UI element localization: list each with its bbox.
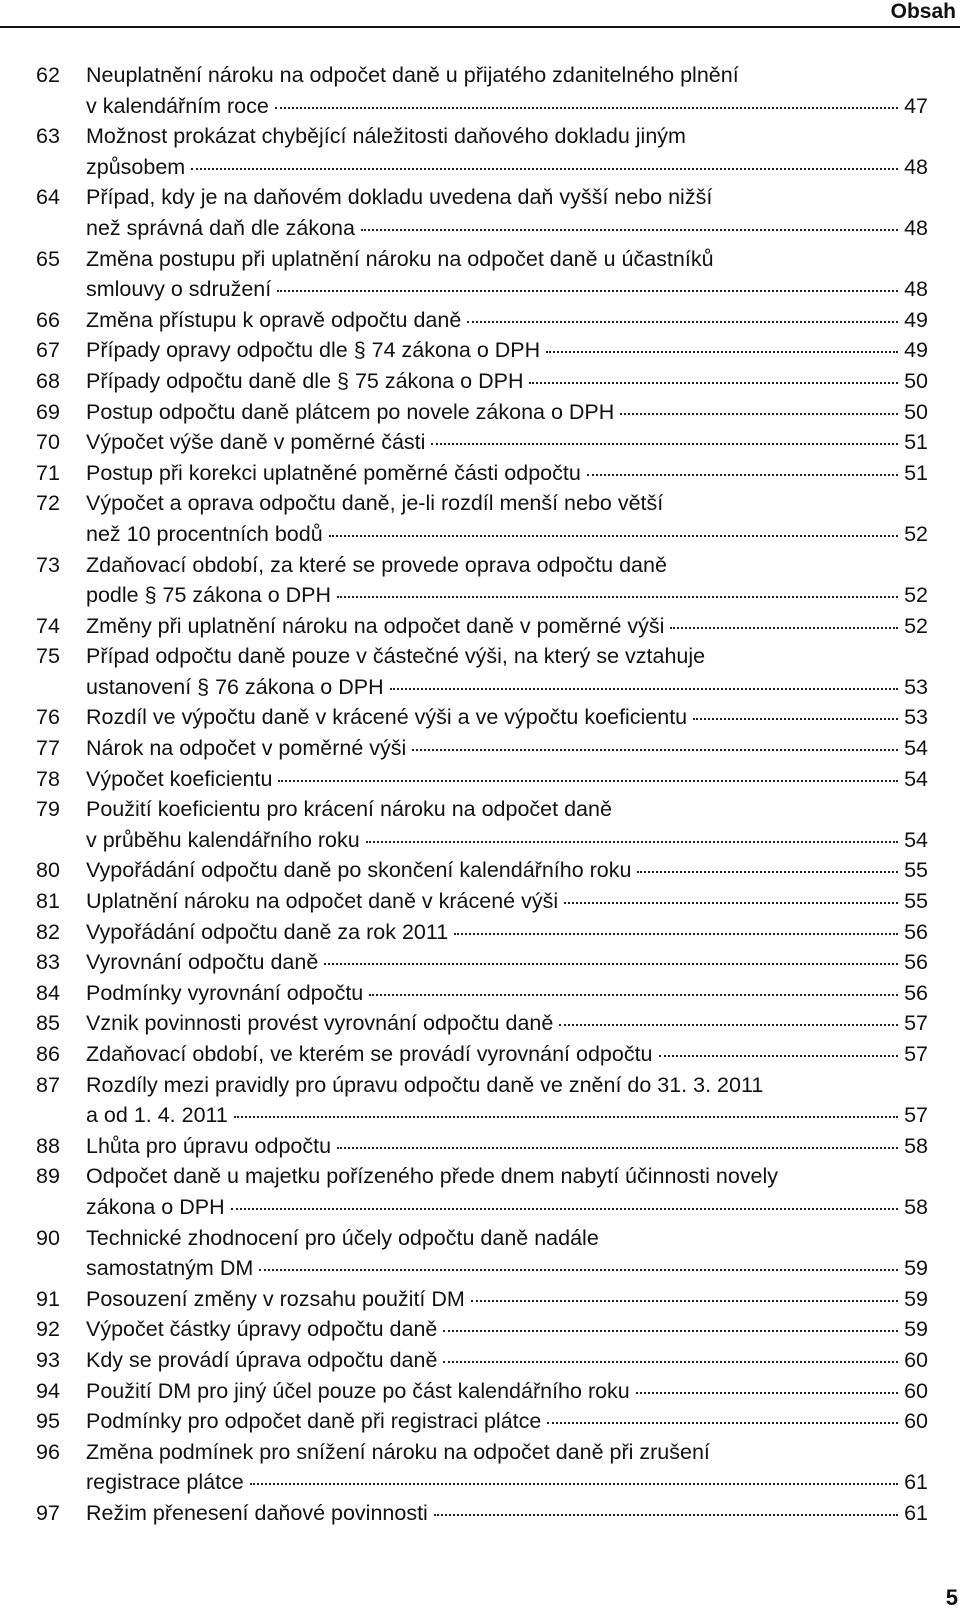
toc-entry: [36, 244, 928, 305]
toc-entry-title-line: Změny při uplatnění nároku na odpočet daně v poměrné výši: [86, 613, 665, 638]
toc-entry-number: 78: [36, 766, 60, 791]
toc-entry-page: 61: [904, 1470, 928, 1495]
dot-leader: [366, 841, 898, 843]
toc-entry-title-line: Změna postupu při uplatnění nároku na odpočet daně u účastníků: [86, 246, 714, 271]
toc-entry-title-line: Neuplatnění nároku na odpočet daně u přijatého zdanitelného plnění: [86, 63, 739, 87]
toc-entry-title-line: Postup při korekci uplatněné poměrné části odpočtu: [86, 460, 581, 485]
toc-entry-number: 84: [36, 980, 60, 1005]
toc-entry-title-line: smlouvy o sdružení: [86, 277, 272, 302]
toc-entry-number: 71: [36, 460, 60, 485]
toc-entry-number: 91: [36, 1286, 60, 1311]
dot-leader: [361, 229, 898, 231]
toc-entry-number: 81: [36, 889, 60, 914]
running-header: [0, 0, 960, 28]
toc-entry-page: 60: [904, 1347, 928, 1372]
toc-entry: [36, 886, 928, 917]
toc-entry-number: 80: [36, 858, 60, 883]
toc-entry-body: [86, 305, 928, 336]
dot-leader: [250, 1483, 898, 1485]
toc-entry-number: 65: [36, 246, 60, 271]
toc-entry-title-line: Režim přenesení daňové povinnosti: [86, 1500, 428, 1525]
toc-entry-title-line: v průběhu kalendářního roku: [86, 827, 360, 852]
dot-leader: [234, 1116, 898, 1118]
toc-entry-title-line: Případ, kdy je na daňovém dokladu uvedena daň vyšší nebo nižší: [86, 185, 713, 210]
toc-entry-page: 47: [904, 93, 928, 118]
toc-entry-last-line: [86, 213, 928, 244]
toc-entry: [36, 366, 928, 397]
toc-entry-title-line: Posouzení změny v rozsahu použití DM: [86, 1286, 465, 1311]
toc-entry-body: [86, 1345, 928, 1376]
toc-entry-last-line: [86, 611, 928, 642]
toc-entry-page: 56: [904, 919, 928, 944]
dot-leader: [564, 902, 898, 904]
dot-leader: [390, 688, 898, 690]
toc-entry-number: 87: [36, 1072, 60, 1097]
toc-entry-last-line: [86, 1284, 928, 1315]
toc-entry: [36, 855, 928, 886]
toc-entry-page: 53: [904, 674, 928, 699]
dot-leader: [191, 168, 898, 170]
toc-entry-body: [86, 1161, 928, 1222]
toc-entry-body: [86, 1131, 928, 1162]
toc-entry: [36, 1223, 928, 1284]
toc-entry-title-line: Vypořádání odpočtu daně za rok 2011: [86, 919, 449, 944]
toc-entry-body: [86, 733, 928, 764]
toc-entry-page: 60: [904, 1409, 928, 1434]
toc-entry-title-line: a od 1. 4. 2011: [86, 1103, 228, 1128]
toc-entry-body: [86, 1314, 928, 1345]
toc-entry: [36, 641, 928, 702]
dot-leader: [443, 1330, 898, 1332]
toc-entry-body: [86, 886, 928, 917]
toc-entry-body: [86, 764, 928, 795]
toc-entry-body: [86, 366, 928, 397]
toc-entry-last-line: [86, 1345, 928, 1376]
toc-entry-last-line: [86, 1314, 928, 1345]
dot-leader: [471, 1300, 898, 1302]
dot-leader: [412, 749, 898, 751]
toc-entry-page: 54: [904, 766, 928, 791]
toc-entry-last-line: [86, 855, 928, 886]
dot-leader: [659, 1055, 899, 1057]
toc-entry-page: 59: [904, 1317, 928, 1342]
toc-entry-number: 96: [36, 1439, 60, 1464]
toc-entry-body: [86, 60, 928, 121]
toc-entry-page: 50: [904, 368, 928, 393]
toc-entry: [36, 764, 928, 795]
toc-entry-title-line: Výpočet výše daně v poměrné části: [86, 430, 426, 455]
dot-leader: [637, 871, 898, 873]
toc-entry-number: 79: [36, 797, 60, 822]
toc-entry-body: [86, 1498, 928, 1529]
toc-entry: [36, 1437, 928, 1498]
toc-entry-body: [86, 1070, 928, 1131]
toc-entry-page: 56: [904, 950, 928, 975]
toc-entry-title-line: podle § 75 zákona o DPH: [86, 583, 332, 608]
toc-entry-page: 57: [904, 1011, 928, 1036]
toc-entry-number: 77: [36, 736, 60, 761]
table-of-contents: [36, 60, 928, 1529]
toc-entry: [36, 121, 928, 182]
toc-entry-body: [86, 1376, 928, 1407]
toc-entry: [36, 1039, 928, 1070]
toc-entry-number: 85: [36, 1011, 60, 1036]
toc-entry-number: 68: [36, 368, 60, 393]
dot-leader: [431, 443, 898, 445]
toc-entry-body: [86, 978, 928, 1009]
toc-entry-title-line: Vypořádání odpočtu daně po skončení kalendářního roku: [86, 858, 632, 883]
toc-entry-number: 72: [36, 491, 60, 516]
toc-entry-last-line: [86, 947, 928, 978]
toc-entry-body: [86, 702, 928, 733]
toc-entry-page: 60: [904, 1378, 928, 1403]
dot-leader: [546, 351, 898, 353]
toc-entry-number: 93: [36, 1347, 60, 1372]
toc-entry-number: 83: [36, 950, 60, 975]
toc-entry-number: 86: [36, 1042, 60, 1066]
toc-entry-body: [86, 1039, 928, 1070]
dot-leader: [620, 413, 898, 415]
toc-entry-page: 54: [904, 736, 928, 761]
toc-entry-body: [86, 1437, 928, 1498]
toc-entry-title-line: registrace plátce: [86, 1470, 244, 1495]
dot-leader: [329, 535, 898, 537]
toc-entry-title-line: Výpočet a oprava odpočtu daně, je-li rozdíl menší nebo větší: [86, 491, 664, 516]
toc-entry-page: 59: [904, 1256, 928, 1281]
toc-entry: [36, 1406, 928, 1437]
toc-entry-title-line: Uplatnění nároku na odpočet daně v krácené výši: [86, 889, 559, 914]
dot-leader: [636, 1392, 898, 1394]
toc-entry-title-line: způsobem: [86, 154, 186, 179]
toc-entry-title-line: Rozdíl ve výpočtu daně v krácené výši a ve výpočtu koeficientu: [86, 705, 688, 730]
toc-entry: [36, 978, 928, 1009]
dot-leader: [337, 1147, 898, 1149]
toc-entry-title-line: Nárok na odpočet v poměrné výši: [86, 736, 407, 761]
toc-entry-body: [86, 488, 928, 549]
toc-entry-last-line: [86, 1498, 928, 1529]
toc-entry-body: [86, 855, 928, 886]
toc-entry-page: 48: [904, 154, 928, 179]
toc-entry-title-line: Kdy se provádí úprava odpočtu daně: [86, 1347, 438, 1372]
toc-entry-number: 69: [36, 399, 60, 424]
toc-entry: [36, 1376, 928, 1407]
toc-entry-title-line: samostatným DM: [86, 1256, 254, 1281]
toc-entry-page: 57: [904, 1103, 928, 1128]
toc-entry-body: [86, 947, 928, 978]
toc-entry-number: 73: [36, 552, 60, 577]
toc-entry: [36, 397, 928, 428]
toc-entry: [36, 1345, 928, 1376]
dot-leader: [369, 994, 898, 996]
dot-leader: [559, 1024, 898, 1026]
toc-entry-last-line: [86, 764, 928, 795]
toc-entry-body: [86, 335, 928, 366]
toc-entry-last-line: [86, 1131, 928, 1162]
toc-entry-body: [86, 1223, 928, 1284]
toc-entry-last-line: [86, 366, 928, 397]
toc-entry-body: [86, 1406, 928, 1437]
toc-entry-last-line: [86, 672, 928, 703]
dot-leader: [337, 596, 898, 598]
dot-leader: [278, 780, 898, 782]
dot-leader: [434, 1514, 898, 1516]
toc-entry-page: 55: [904, 889, 928, 914]
toc-entry-last-line: [86, 917, 928, 948]
toc-entry-title-line: Případy odpočtu daně dle § 75 zákona o DPH: [86, 368, 524, 393]
toc-entry: [36, 1314, 928, 1345]
toc-entry: [36, 1070, 928, 1131]
toc-entry-title-line: Případ odpočtu daně pouze v částečné výši, na který se vztahuje: [86, 644, 706, 669]
dot-leader: [587, 474, 898, 476]
dot-leader: [275, 107, 898, 109]
toc-entry-body: [86, 550, 928, 611]
toc-entry-title-line: Možnost prokázat chybějící náležitosti daňového dokladu jiným: [86, 124, 686, 149]
toc-entry-page: 50: [904, 399, 928, 424]
toc-entry-page: 53: [904, 705, 928, 730]
toc-entry-title-line: Podmínky vyrovnání odpočtu: [86, 980, 364, 1005]
toc-entry-last-line: [86, 886, 928, 917]
toc-entry-body: [86, 458, 928, 489]
toc-entry-last-line: [86, 1008, 928, 1039]
toc-entry: [36, 947, 928, 978]
toc-entry-number: 66: [36, 307, 60, 332]
toc-entry-number: 67: [36, 338, 60, 363]
toc-entry-title-line: Odpočet daně u majetku pořízeného přede dnem nabytí účinnosti novely: [86, 1164, 779, 1189]
toc-entry-page: 49: [904, 307, 928, 332]
dot-leader: [231, 1208, 898, 1210]
dot-leader: [670, 627, 898, 629]
toc-entry-body: [86, 1008, 928, 1039]
toc-entry-page: 57: [904, 1042, 928, 1066]
toc-entry-page: 48: [904, 215, 928, 240]
toc-entry-title-line: Použití koeficientu pro krácení nároku na odpočet daně: [86, 797, 612, 822]
toc-entry-number: 94: [36, 1378, 60, 1403]
toc-entry-title-line: Podmínky pro odpočet daně při registraci plátce: [86, 1409, 542, 1434]
toc-entry-number: 75: [36, 644, 60, 669]
toc-entry-page: 51: [904, 430, 928, 455]
toc-entry-last-line: [86, 274, 928, 305]
toc-entry-last-line: [86, 978, 928, 1009]
toc-entry-last-line: [86, 458, 928, 489]
toc-entry: [36, 1008, 928, 1039]
toc-entry-body: [86, 1284, 928, 1315]
toc-entry-body: [86, 917, 928, 948]
toc-entry: [36, 611, 928, 642]
toc-entry-number: 74: [36, 613, 60, 638]
toc-entry-page: 49: [904, 338, 928, 363]
dot-leader: [259, 1269, 898, 1271]
toc-entry-body: [86, 182, 928, 243]
toc-entry-title-line: Použití DM pro jiný účel pouze po část kalendářního roku: [86, 1378, 630, 1403]
dot-leader: [467, 321, 898, 323]
toc-entry: [36, 794, 928, 855]
dot-leader: [529, 382, 898, 384]
toc-entry-last-line: [86, 1406, 928, 1437]
toc-entry-last-line: [86, 580, 928, 611]
toc-entry-body: [86, 641, 928, 702]
toc-entry-page: 48: [904, 277, 928, 302]
toc-entry-title-line: Vyrovnání odpočtu daně: [86, 950, 319, 975]
toc-entry-last-line: [86, 397, 928, 428]
toc-entry-title-line: Technické zhodnocení pro účely odpočtu daně nadále: [86, 1225, 599, 1250]
toc-entry: [36, 733, 928, 764]
dot-leader: [693, 718, 898, 720]
toc-entry-page: 58: [904, 1194, 928, 1219]
toc-entry-last-line: [86, 1253, 928, 1284]
toc-entry: [36, 335, 928, 366]
toc-entry-title-line: Zdaňovací období, za které se provede oprava odpočtu daně: [86, 552, 667, 577]
toc-entry-last-line: [86, 1192, 928, 1223]
header-title: Obsah: [890, 0, 956, 23]
toc-entry-last-line: [86, 305, 928, 336]
toc-entry-number: 76: [36, 705, 60, 730]
toc-entry-title-line: Lhůta pro úpravu odpočtu: [86, 1133, 332, 1158]
toc-entry-title-line: ustanovení § 76 zákona o DPH: [86, 674, 384, 699]
toc-entry-page: 54: [904, 827, 928, 852]
toc-entry-number: 95: [36, 1409, 60, 1434]
dot-leader: [454, 933, 898, 935]
toc-entry-title-line: Rozdíly mezi pravidly pro úpravu odpočtu daně ve znění do 31. 3. 2011: [86, 1072, 764, 1097]
toc-entry-body: [86, 794, 928, 855]
toc-entry-title-line: Výpočet částky úpravy odpočtu daně: [86, 1317, 438, 1342]
toc-entry-last-line: [86, 335, 928, 366]
toc-entry: [36, 458, 928, 489]
toc-entry-last-line: [86, 91, 928, 122]
toc-entry-last-line: [86, 427, 928, 458]
toc-entry-number: 88: [36, 1133, 60, 1158]
toc-entry: [36, 60, 928, 121]
toc-entry-page: 59: [904, 1286, 928, 1311]
toc-entry-page: 61: [904, 1500, 928, 1525]
toc-entry-last-line: [86, 1100, 928, 1131]
toc-entry-body: [86, 427, 928, 458]
dot-leader: [443, 1361, 898, 1363]
toc-entry-number: 89: [36, 1164, 60, 1189]
toc-entry: [36, 1284, 928, 1315]
toc-entry-last-line: [86, 1376, 928, 1407]
toc-entry-number: 70: [36, 430, 60, 455]
toc-entry: [36, 1161, 928, 1222]
toc-entry-last-line: [86, 1039, 928, 1070]
toc-entry-title-line: než správná daň dle zákona: [86, 215, 355, 240]
toc-entry-title-line: Zdaňovací období, ve kterém se provádí vyrovnání odpočtu: [86, 1042, 653, 1066]
toc-entry: [36, 1498, 928, 1529]
toc-entry: [36, 182, 928, 243]
toc-entry: [36, 917, 928, 948]
toc-entry-last-line: [86, 702, 928, 733]
toc-entry-number: 63: [36, 124, 60, 149]
toc-entry-title-line: Změna podmínek pro snížení nároku na odpočet daně při zrušení: [86, 1439, 710, 1464]
toc-entry-title-line: Případy opravy odpočtu dle § 74 zákona o DPH: [86, 338, 541, 363]
toc-entry-number: 82: [36, 919, 60, 944]
toc-entry: [36, 305, 928, 336]
toc-entry-last-line: [86, 519, 928, 550]
toc-entry-body: [86, 397, 928, 428]
toc-entry-page: 52: [904, 613, 928, 638]
dot-leader: [277, 290, 898, 292]
toc-entry-page: 58: [904, 1133, 928, 1158]
toc-entry-number: 92: [36, 1317, 60, 1342]
toc-entry: [36, 1131, 928, 1162]
toc-entry-number: 64: [36, 185, 60, 210]
toc-entry-number: 97: [36, 1500, 60, 1525]
toc-entry: [36, 702, 928, 733]
toc-entry-last-line: [86, 825, 928, 856]
page-number: 5: [945, 1585, 958, 1610]
toc-entry-title-line: Postup odpočtu daně plátcem po novele zákona o DPH: [86, 399, 615, 424]
toc-entry-page: 55: [904, 858, 928, 883]
toc-entry-title-line: než 10 procentních bodů: [86, 521, 323, 546]
toc-entry-page: 52: [904, 521, 928, 546]
toc-entry-last-line: [86, 1467, 928, 1498]
toc-entry-number: 90: [36, 1225, 60, 1250]
toc-entry-body: [86, 244, 928, 305]
toc-entry: [36, 427, 928, 458]
toc-entry-body: [86, 121, 928, 182]
toc-entry-title-line: Výpočet koeficientu: [86, 766, 273, 791]
toc-entry-page: 56: [904, 980, 928, 1005]
toc-entry-title-line: zákona o DPH: [86, 1194, 225, 1219]
toc-entry-title-line: v kalendářním roce: [86, 93, 269, 118]
toc-entry: [36, 550, 928, 611]
toc-entry-body: [86, 611, 928, 642]
dot-leader: [324, 963, 898, 965]
toc-entry-title-line: Vznik povinnosti provést vyrovnání odpočtu daně: [86, 1011, 554, 1036]
toc-entry-last-line: [86, 152, 928, 183]
toc-entry-page: 52: [904, 583, 928, 608]
dot-leader: [547, 1422, 898, 1424]
toc-entry-page: 51: [904, 460, 928, 485]
toc-entry-number: 62: [36, 63, 60, 87]
toc-entry-title-line: Změna přístupu k opravě odpočtu daně: [86, 307, 462, 332]
toc-entry: [36, 488, 928, 549]
toc-entry-last-line: [86, 733, 928, 764]
